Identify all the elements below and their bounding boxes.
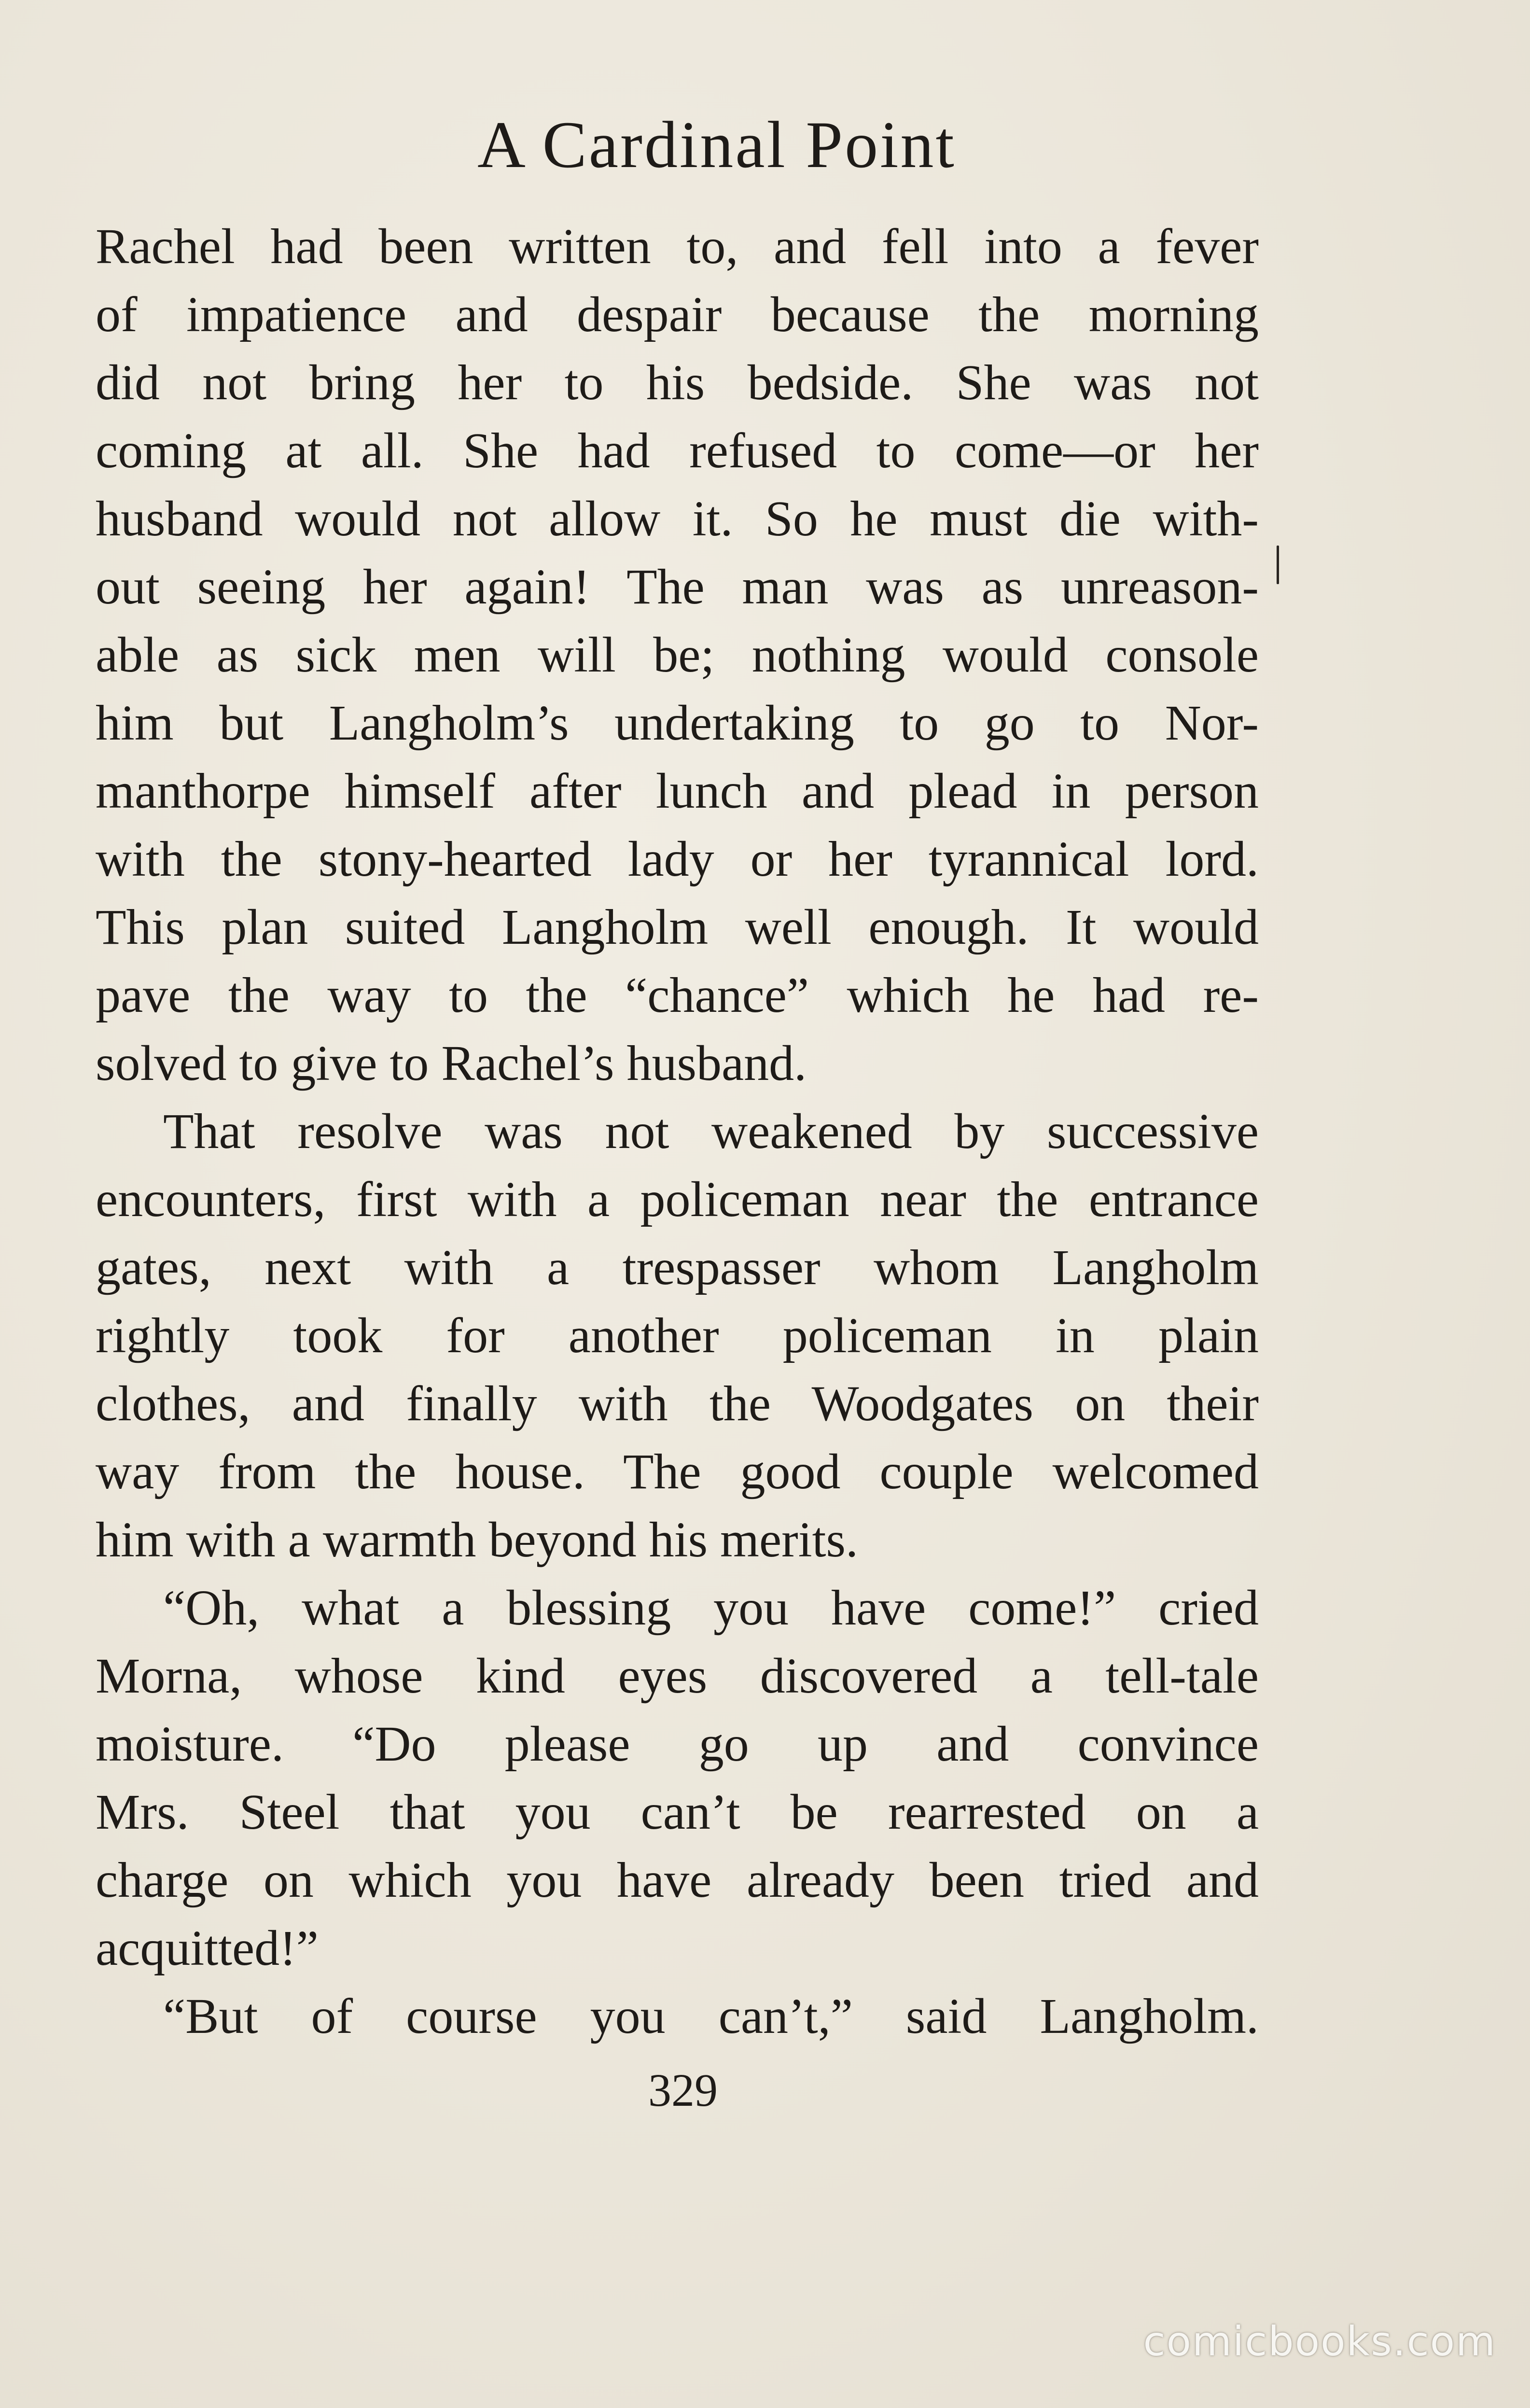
text-line: coming at all. She had refused to come—or her xyxy=(96,423,1259,478)
text-line: husband would not allow it. So he must die with- xyxy=(96,491,1259,546)
text-line: did not bring her to his bedside. She was not xyxy=(96,355,1259,410)
text-line: “Oh, what a blessing you have come!” cried xyxy=(163,1580,1259,1636)
text-line: moisture. “Do please go up and convince xyxy=(96,1716,1259,1772)
text-line: encounters, first with a policeman near the entrance xyxy=(96,1172,1259,1227)
text-line: charge on which you have already been tried and xyxy=(96,1852,1259,1908)
text-line: out seeing her again! The man was as unreason- xyxy=(96,559,1259,615)
watermark-logo: comicbooks.com xyxy=(1143,2318,1496,2365)
page-number: 329 xyxy=(648,2064,718,2116)
body-text xyxy=(96,212,1259,2050)
text-line: solved to give to Rachel’s husband. xyxy=(96,1036,807,1091)
text-line: acquitted!” xyxy=(96,1920,319,1976)
text-line: way from the house. The good couple welcomed xyxy=(96,1444,1259,1499)
text-line: him but Langholm’s undertaking to go to Nor- xyxy=(96,695,1259,751)
margin-mark xyxy=(1277,546,1279,584)
text-line: manthorpe himself after lunch and plead in person xyxy=(96,763,1259,819)
text-line: rightly took for another policeman in plain xyxy=(96,1308,1259,1363)
text-line: gates, next with a trespasser whom Langholm xyxy=(96,1240,1259,1295)
text-line: of impatience and despair because the morning xyxy=(96,287,1259,342)
text-line: Mrs. Steel that you can’t be rearrested on a xyxy=(96,1784,1259,1840)
text-line: That resolve was not weakened by successive xyxy=(163,1104,1259,1159)
text-line: This plan suited Langholm well enough. It would xyxy=(96,899,1259,955)
text-line: Rachel had been written to, and fell into a fever xyxy=(96,219,1259,274)
text-line: him with a warmth beyond his merits. xyxy=(96,1512,859,1568)
text-line: clothes, and finally with the Woodgates on their xyxy=(96,1376,1259,1431)
text-line: able as sick men will be; nothing would console xyxy=(96,627,1259,683)
text-line: with the stony-hearted lady or her tyrannical lord. xyxy=(96,831,1259,887)
text-line: pave the way to the “chance” which he had re- xyxy=(96,967,1259,1023)
running-head: A Cardinal Point xyxy=(477,108,956,182)
text-line: “But of course you can’t,” said Langholm. xyxy=(163,1988,1259,2044)
text-line: Morna, whose kind eyes discovered a tell-tale xyxy=(96,1648,1259,1704)
